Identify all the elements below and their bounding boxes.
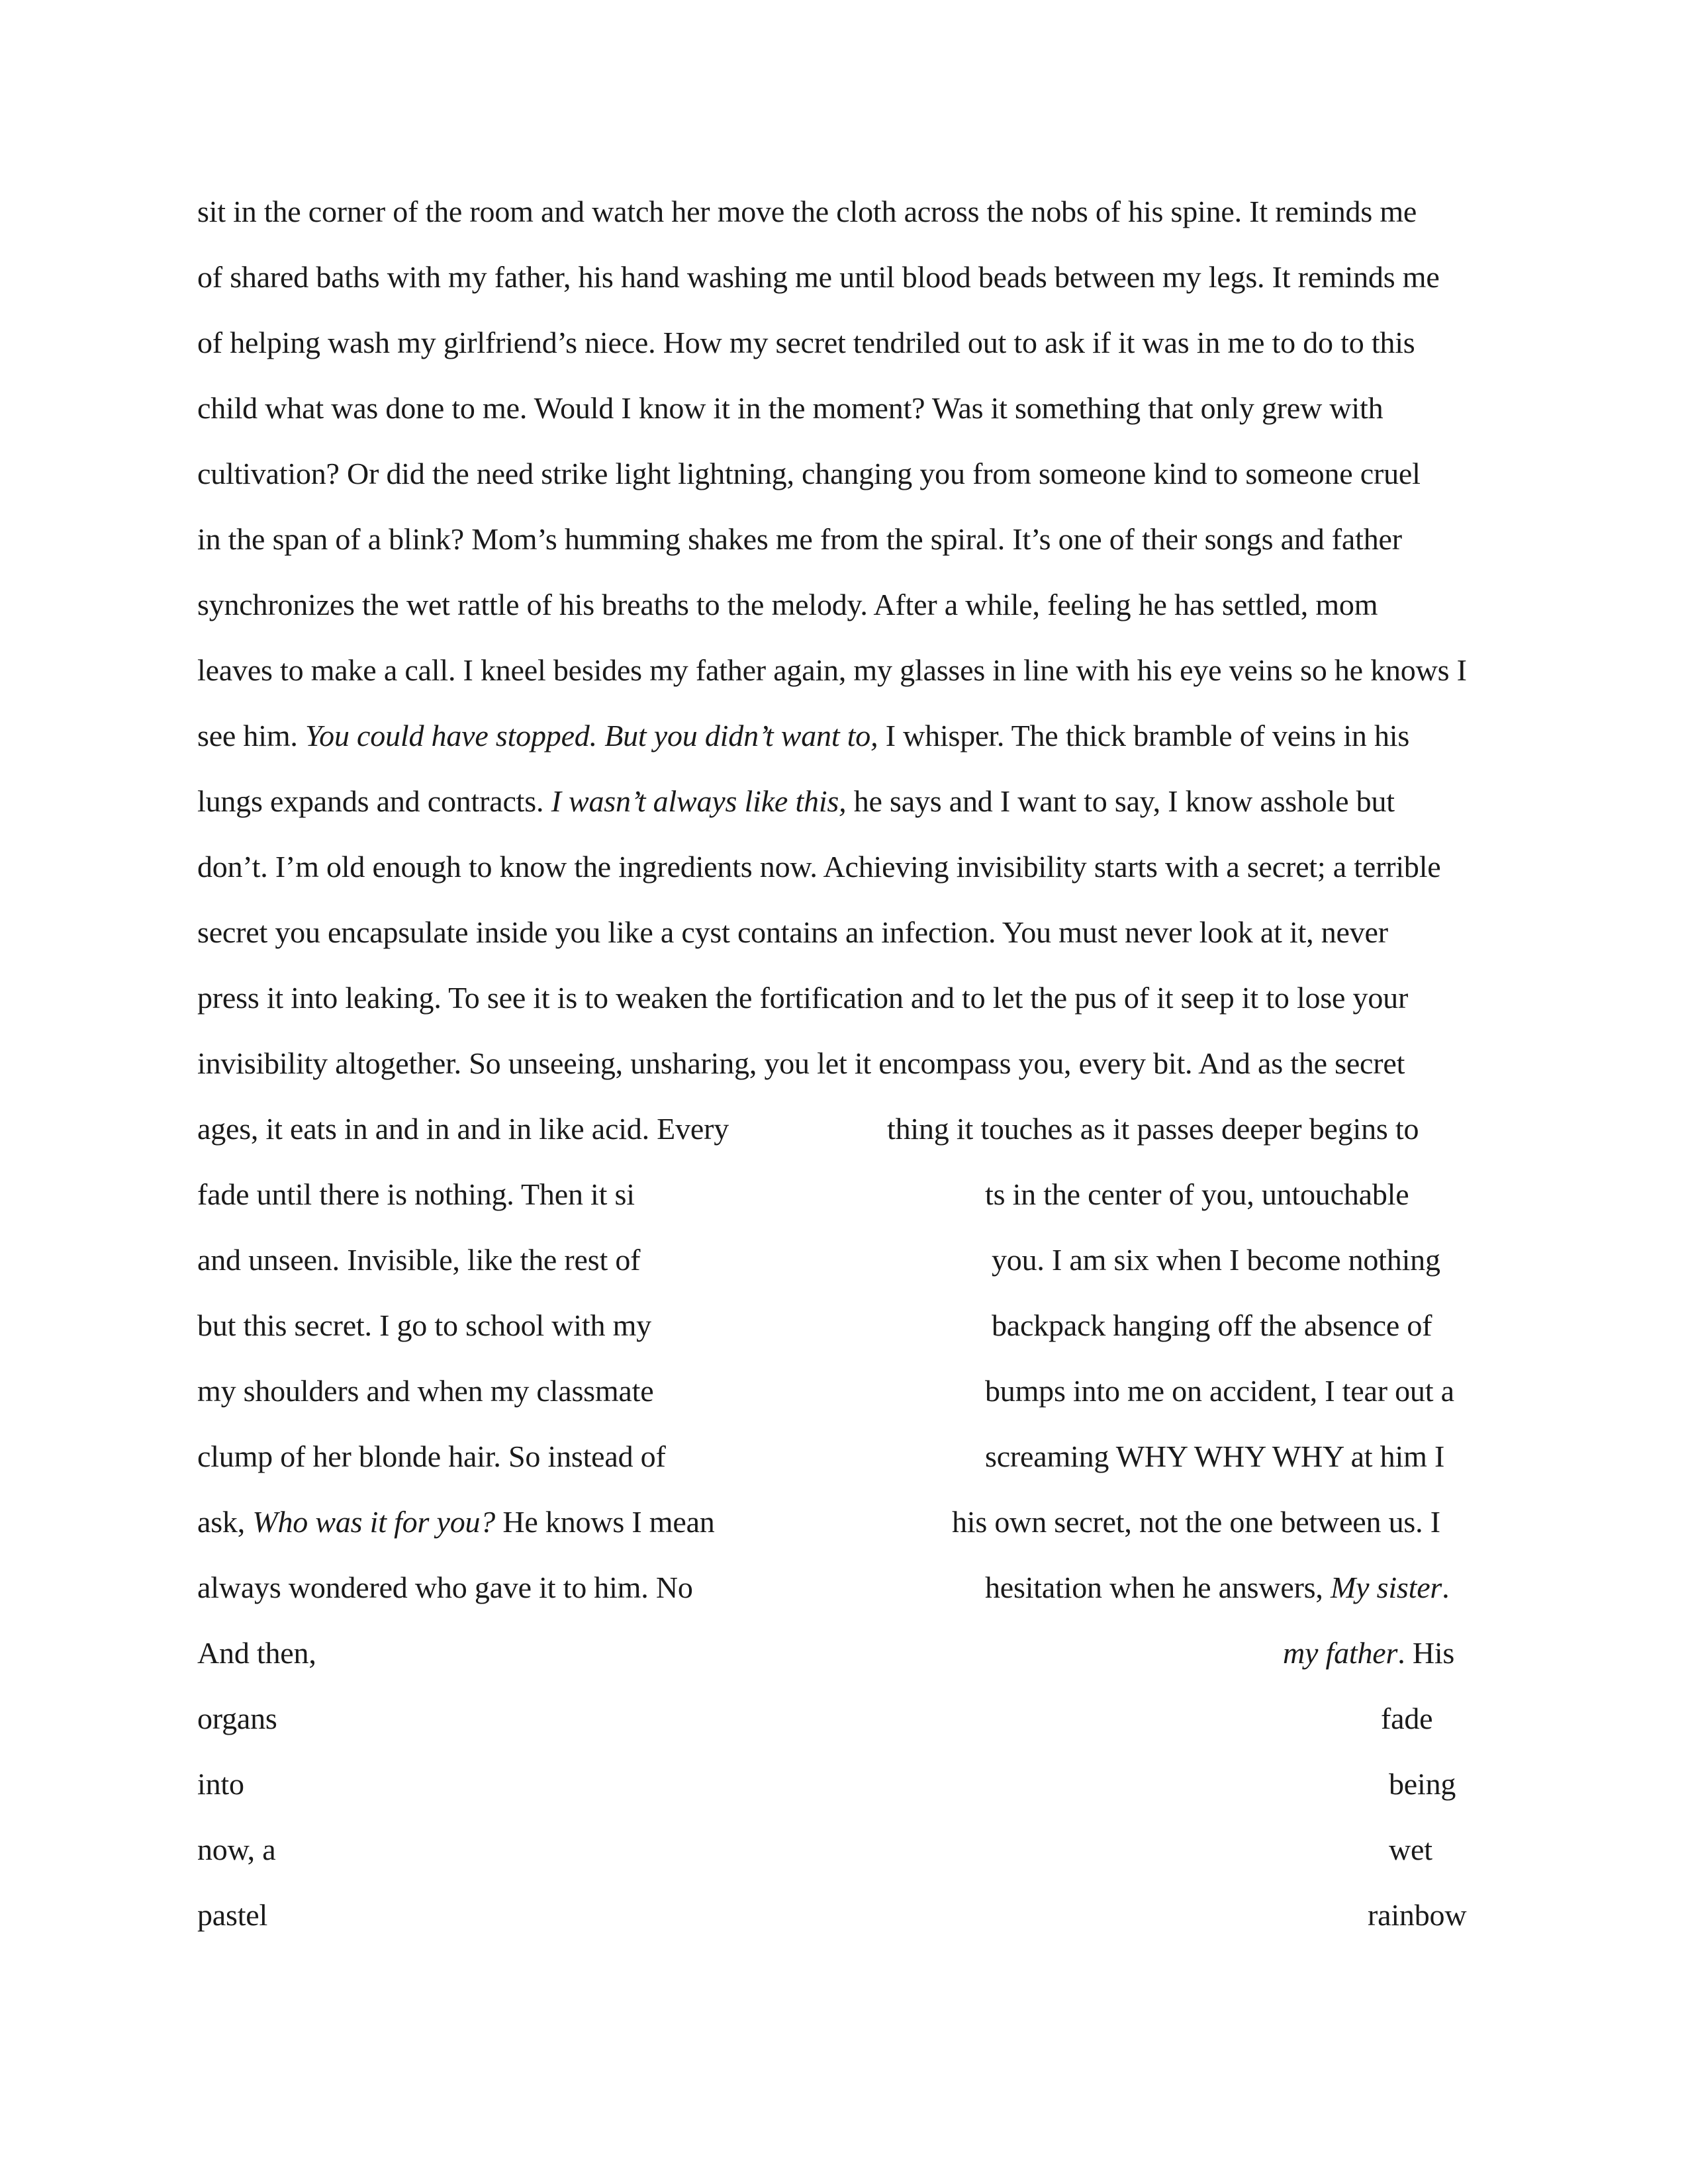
split-line-left: And then, bbox=[197, 1636, 316, 1670]
italic-quote: my father bbox=[1283, 1636, 1398, 1670]
split-line-right bbox=[985, 1568, 1449, 1608]
split-line-left: organs bbox=[197, 1702, 277, 1735]
split-line-left: and unseen. Invisible, like the rest of bbox=[197, 1243, 641, 1277]
split-line-right: fade bbox=[1381, 1702, 1433, 1735]
text-line bbox=[197, 716, 1409, 756]
text-span: hesitation when he answers, bbox=[985, 1570, 1331, 1604]
split-line-right: wet bbox=[1389, 1833, 1432, 1866]
text-span: see him. bbox=[197, 719, 305, 752]
text-line: child what was done to me. Would I know it in the moment? Was it something that only grew with bbox=[197, 391, 1383, 425]
split-line-right: rainbow bbox=[1368, 1898, 1467, 1932]
split-line-left: now, a bbox=[197, 1833, 276, 1866]
text-span: lungs expands and contracts. bbox=[197, 784, 551, 818]
split-line-left: always wondered who gave it to him. No bbox=[197, 1570, 693, 1604]
split-line-left: into bbox=[197, 1767, 244, 1801]
split-line-left: ages, it eats in and in and in like acid. Every bbox=[197, 1112, 729, 1146]
split-line-left: my shoulders and when my classmate bbox=[197, 1374, 654, 1408]
text-span: ask, bbox=[197, 1505, 253, 1539]
split-line-left bbox=[197, 1502, 715, 1542]
split-line-right: thing it touches as it passes deeper begins to bbox=[887, 1112, 1419, 1146]
split-line-left: clump of her blonde hair. So instead of bbox=[197, 1439, 666, 1473]
text-line: secret you encapsulate inside you like a cyst contains an infection. You must never look at it, never bbox=[197, 915, 1388, 949]
split-line-right: backpack hanging off the absence of bbox=[992, 1308, 1432, 1342]
text-line: press it into leaking. To see it is to weaken the fortification and to let the pus of it seep it to lose your bbox=[197, 981, 1409, 1015]
italic-quote: You could have stopped. But you didn’t want to, bbox=[305, 719, 878, 752]
text-line: don’t. I’m old enough to know the ingredients now. Achieving invisibility starts with a secret; a terrible bbox=[197, 850, 1441, 884]
text-span: He knows I mean bbox=[495, 1505, 715, 1539]
text-line bbox=[197, 782, 1395, 821]
split-line-right: ts in the center of you, untouchable bbox=[985, 1177, 1409, 1211]
text-line: cultivation? Or did the need strike light lightning, changing you from someone kind to someone cruel bbox=[197, 457, 1421, 490]
text-line: of helping wash my girlfriend’s niece. How my secret tendriled out to ask if it was in me to do to this bbox=[197, 326, 1415, 359]
split-line-right: being bbox=[1389, 1767, 1456, 1801]
text-span: . bbox=[1442, 1570, 1450, 1604]
split-line-right: his own secret, not the one between us. I bbox=[952, 1505, 1440, 1539]
text-line: of shared baths with my father, his hand washing me until blood beads between my legs. It reminds me bbox=[197, 260, 1440, 294]
text-line: invisibility altogether. So unseeing, unsharing, you let it encompass you, every bit. And as the secret bbox=[197, 1046, 1405, 1080]
text-span: I whisper. The thick bramble of veins in his bbox=[878, 719, 1410, 752]
split-line-right: bumps into me on accident, I tear out a bbox=[985, 1374, 1454, 1408]
split-line-left: pastel bbox=[197, 1898, 268, 1932]
split-line-right: you. I am six when I become nothing bbox=[992, 1243, 1440, 1277]
text-span: he says and I want to say, I know asshole but bbox=[846, 784, 1395, 818]
split-line-left: fade until there is nothing. Then it si bbox=[197, 1177, 635, 1211]
italic-quote: Who was it for you? bbox=[252, 1505, 496, 1539]
split-line-right: screaming WHY WHY WHY at him I bbox=[985, 1439, 1445, 1473]
text-line: leaves to make a call. I kneel besides my father again, my glasses in line with his eye veins so he knows I bbox=[197, 653, 1467, 687]
split-line-right bbox=[1283, 1633, 1454, 1673]
italic-quote: I wasn’t always like this, bbox=[551, 784, 847, 818]
italic-quote: My sister bbox=[1331, 1570, 1442, 1604]
text-line: in the span of a blink? Mom’s humming shakes me from the spiral. It’s one of their songs and father bbox=[197, 522, 1402, 556]
split-line-left: but this secret. I go to school with my bbox=[197, 1308, 651, 1342]
text-line: sit in the corner of the room and watch her move the cloth across the nobs of his spine. It reminds me bbox=[197, 195, 1417, 228]
text-line: synchronizes the wet rattle of his breaths to the melody. After a while, feeling he has settled, mom bbox=[197, 588, 1378, 621]
text-span: . His bbox=[1397, 1636, 1455, 1670]
